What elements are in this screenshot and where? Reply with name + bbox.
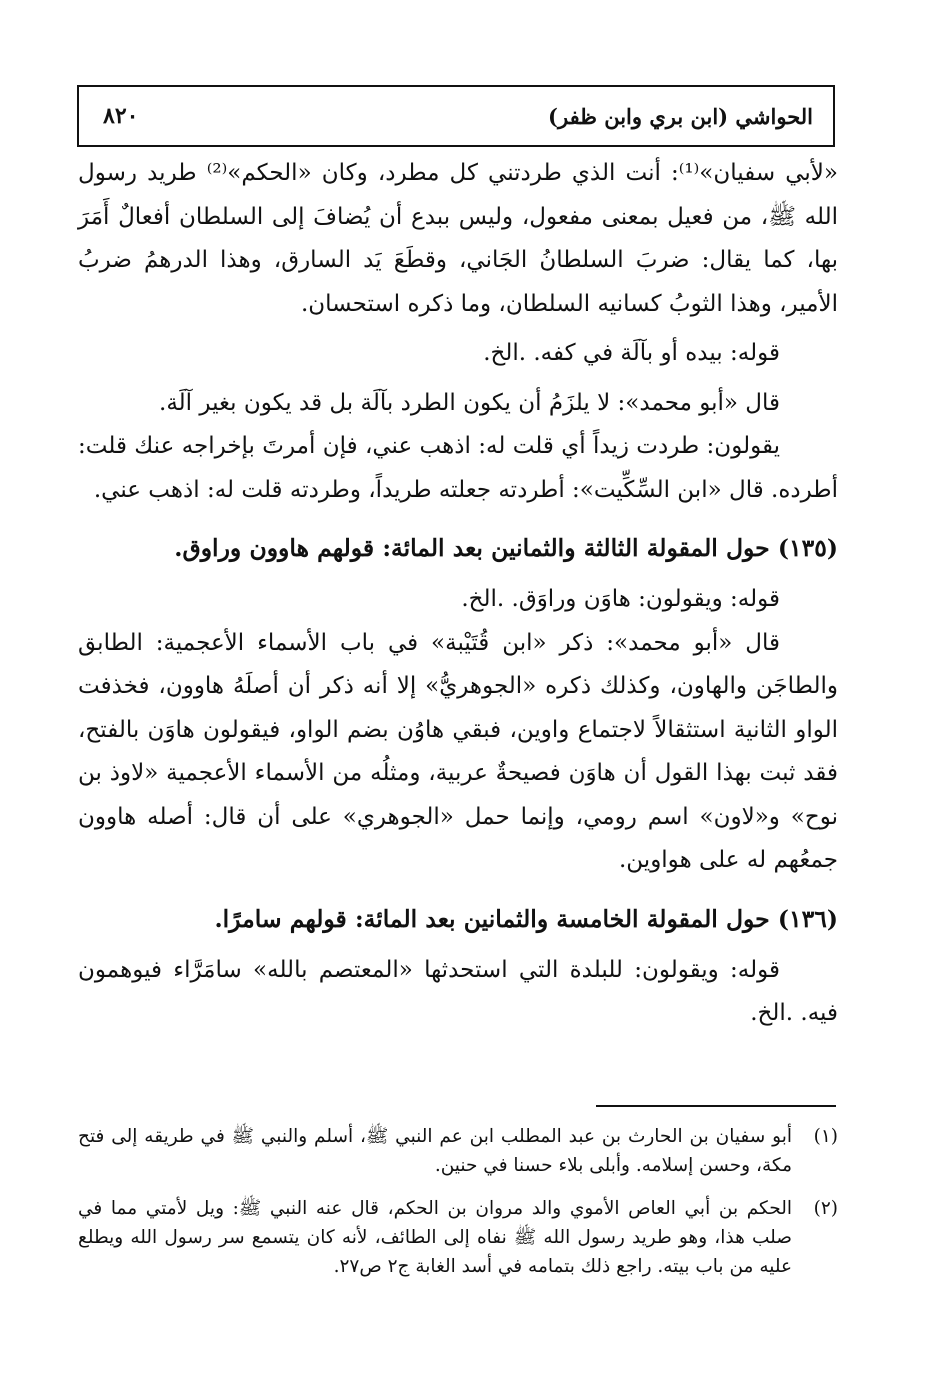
main-text: [78, 152, 838, 1036]
footnote-text: الحكم بن أبي العاص الأموي والد مروان بن الحكم، قال عنه النبي ﷺ: ويل لأمتي مما في صلب هذا، وهو طريد رسول الله ﷺ نفاه إلى الطائف، لأنه كان يتسمع سر رسول الله ويطلع عليه من باب بيته. راجع ذلك بتمامه في أسد الغابة ج٢ ص٢٧.: [78, 1198, 792, 1277]
paragraph-1: «لأبي سفيان»⁽¹⁾: أنت الذي طردتني كل مطرد، وكان «الحكم»⁽²⁾ طريد رسول الله ﷺ، من فعيل بمعنى مفعول، وليس ببدع أن يُضافَ إلى السلطان أفعالٌ أَمَرَ بها، كما يقال: ضربَ السلطانُ الجَاني، وقطَعَ يَد السارق، وهذا الدرهمُ ضربُ الأمير، وهذا الثوبُ كسانيه السلطان، وما ذكره استحسان.: [78, 160, 838, 317]
paragraph-5: قوله: ويقولون: هاوَن وراوَق. .الخ.: [461, 586, 780, 612]
running-title: الحواشي (ابن بري وابن ظفر): [548, 103, 813, 129]
section-heading-136: (١٣٦) حول المقولة الخامسة والثمانين بعد المائة: قولهم سامرًا.: [214, 904, 838, 933]
footnote-1: [78, 1122, 838, 1180]
footnote-divider: [596, 1105, 836, 1107]
footnote-2: [78, 1194, 838, 1281]
page-header: [77, 85, 835, 147]
footnote-text: أبو سفيان بن الحارث بن عبد المطلب ابن عم النبي ﷺ، أسلم والنبي ﷺ في طريقه إلى فتح مكة، وحسن إسلامه. وأبلى بلاء حسنا في حنين.: [78, 1126, 792, 1176]
footnote-number: (١): [813, 1126, 838, 1147]
paragraph-4: يقولون: طردت زيداً أي قلت له: اذهب عني، فإن أمرتَ بإخراجه عنك قلت: أطرده. قال «ابن السِّكِّيت»: أطردته جعلته طريداً، وطردته قلت له: اذهب عني.: [78, 433, 838, 503]
footnotes: [78, 1122, 838, 1295]
paragraph-6: قال «أبو محمد»: ذكر «ابن قُتَيْبة» في باب الأسماء الأعجمية: الطابق والطاجَن والهاون، وكذلك ذكره «الجوهريُّ» إلا أنه ذكر أن أصلَهُ هاوون، فخذفت الواو الثانية استثقالاً لاجتماع واوين، فبقي هاوُن بضم الواو، فيقولون هاوَن بالفتح، فقد ثبت بهذا القول أن هاوَن فصيحةٌ عربية، ومثلُه من الأسماء الأعجمية «لاوذ بن نوح» و«لاون» اسم رومي، وإنما حمل «الجوهري» على أن قال: أصله هاوون جمعُهم له على هواوين.: [78, 629, 838, 873]
section-heading-135: (١٣٥) حول المقولة الثالثة والثمانين بعد المائة: قولهم هاوون وراوق.: [174, 534, 838, 562]
paragraph-7: قوله: ويقولون: للبلدة التي استحدثها «المعتصم بالله» سامَرَّاء فيوهمون فيه. .الخ.: [78, 956, 838, 1026]
paragraph-2: قوله: بيده أو بآلَة في كفه. .الخ.: [483, 340, 780, 366]
paragraph-3: قال «أبو محمد»: لا يلزَمُ أن يكون الطرد بآلَة بل قد يكون بغير آلَة.: [159, 389, 780, 416]
page-number: ٨٢٠: [103, 103, 139, 129]
footnote-number: (٢): [813, 1198, 838, 1219]
